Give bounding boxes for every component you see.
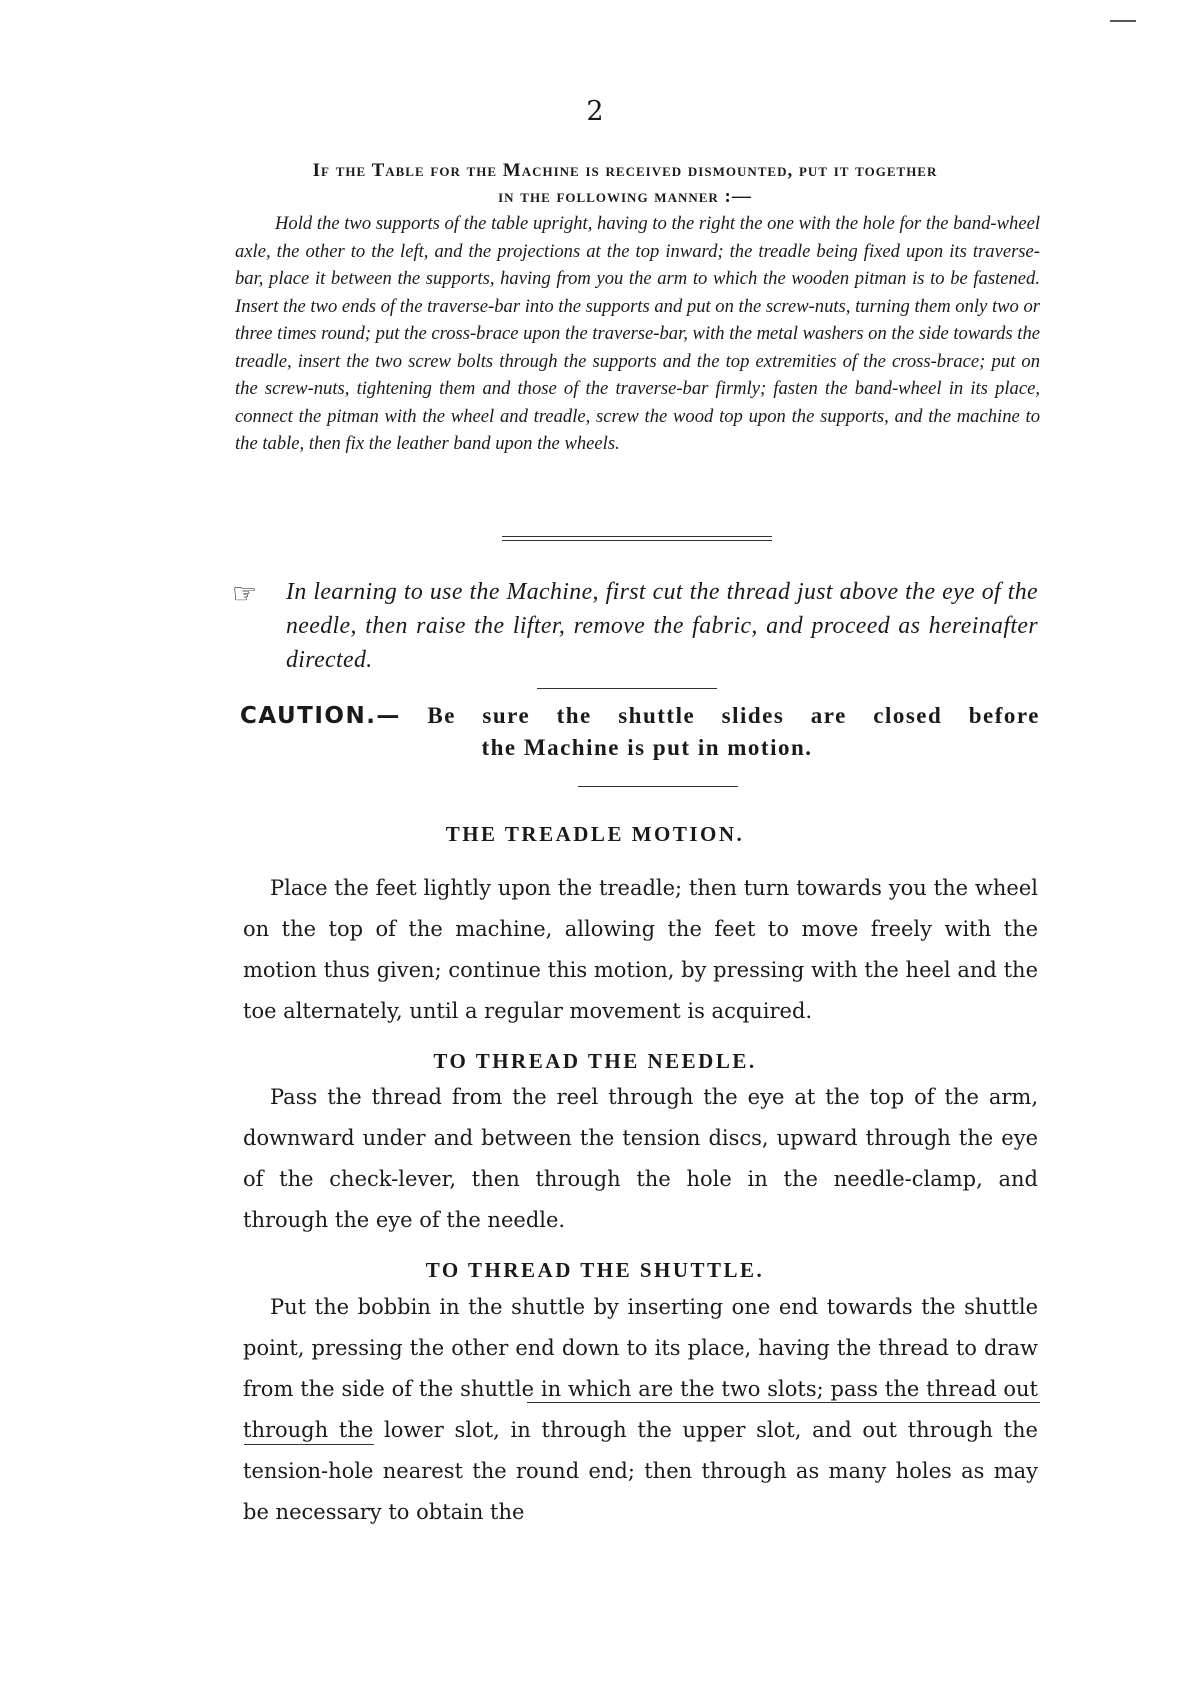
thread-needle-text <box>243 1077 1038 1241</box>
pointing-hand-icon: ☞ <box>232 577 258 610</box>
caution-word: Be <box>427 703 456 728</box>
assembly-heading-line-2: in the following manner :— <box>498 186 752 207</box>
section-title-thread-needle: TO THREAD THE NEEDLE. <box>433 1049 757 1073</box>
learning-note: In learning to use the Machine, first cut the thread just above the eye of the needle, then raise the lifter, remove the fabric, and proceed as hereinafter directed. <box>286 579 1038 673</box>
treadle-motion-text <box>243 868 1038 1032</box>
section-title-thread-shuttle: TO THREAD THE SHUTTLE. <box>425 1258 765 1282</box>
caution-word: the <box>556 703 592 728</box>
caution-line-1 <box>240 700 1040 732</box>
page-number: 2 <box>586 96 604 127</box>
thread-needle-paragraph: Pass the thread from the reel through the eye at the top of the arm, downward under and between the tension discs, upward through the eye of the check-lever, then through the hole in the needle-clamp, and through the eye of the needle. <box>243 1085 1038 1232</box>
caution-word: before <box>968 703 1040 728</box>
assembly-heading-line-1: If the Table for the Machine is received dismounted, put it together <box>312 160 938 181</box>
short-rule-divider <box>537 688 717 689</box>
caution-word: closed <box>873 703 943 728</box>
thread-shuttle-paragraph: Put the bobbin in the shuttle by inserting one end towards the shuttle point, pressing the other end down to its place, having the thread to draw from the side of the shuttle in which are the two slots; pass the thread out through the lower slot, in through the upper slot, and out through the tension-hole nearest the round end; then through as many holes as may be necessary to obtain the <box>243 1295 1038 1524</box>
caution-line-2: the Machine is put in motion. <box>481 735 813 760</box>
assembly-paragraph: Hold the two supports of the table upright, having to the right the one with the hole for the band-wheel axle, the other to the left, and the projections at the top inward; the treadle being fixed upon its traverse-bar, place it between the supports, having from you the arm to which the wooden pitman is to be fastened. Insert the two ends of the traverse-bar into the supports and put on the screw-nuts, turning them only two or three times round; put the cross-brace upon the traverse-bar, with the metal washers on the side towards the treadle, insert the two screw bolts through the supports and the top extremities of the cross-brace; put on the screw-nuts, tightening them and those of the traverse-bar firmly; fasten the band-wheel in its place, connect the pitman with the wheel and treadle, screw the wood top upon the supports, and the machine to the table, then fix the leather band upon the wheels. <box>235 213 1040 454</box>
thread-shuttle-text <box>243 1287 1038 1533</box>
caution-word: sure <box>482 703 531 728</box>
section-title-treadle-motion: THE TREADLE MOTION. <box>445 822 745 846</box>
double-rule-divider <box>502 536 772 541</box>
caution-word: slides <box>721 703 785 728</box>
caution-word: are <box>810 703 847 728</box>
assembly-heading <box>230 158 1020 210</box>
caution-word: shuttle <box>618 703 696 728</box>
caution-block <box>240 700 1040 764</box>
short-rule-divider <box>578 786 738 787</box>
assembly-instructions <box>235 210 1040 458</box>
treadle-motion-paragraph: Place the feet lightly upon the treadle; then turn towards you the wheel on the top of the machine, allowing the feet to move freely with the motion thus given; continue this motion, by pressing with the heel and the toe alternately, until a regular movement is acquired. <box>243 876 1038 1023</box>
caution-label: CAUTION.— <box>240 703 401 729</box>
underline-mark <box>527 1402 1040 1403</box>
corner-mark <box>1110 20 1136 22</box>
underline-mark <box>244 1444 374 1445</box>
